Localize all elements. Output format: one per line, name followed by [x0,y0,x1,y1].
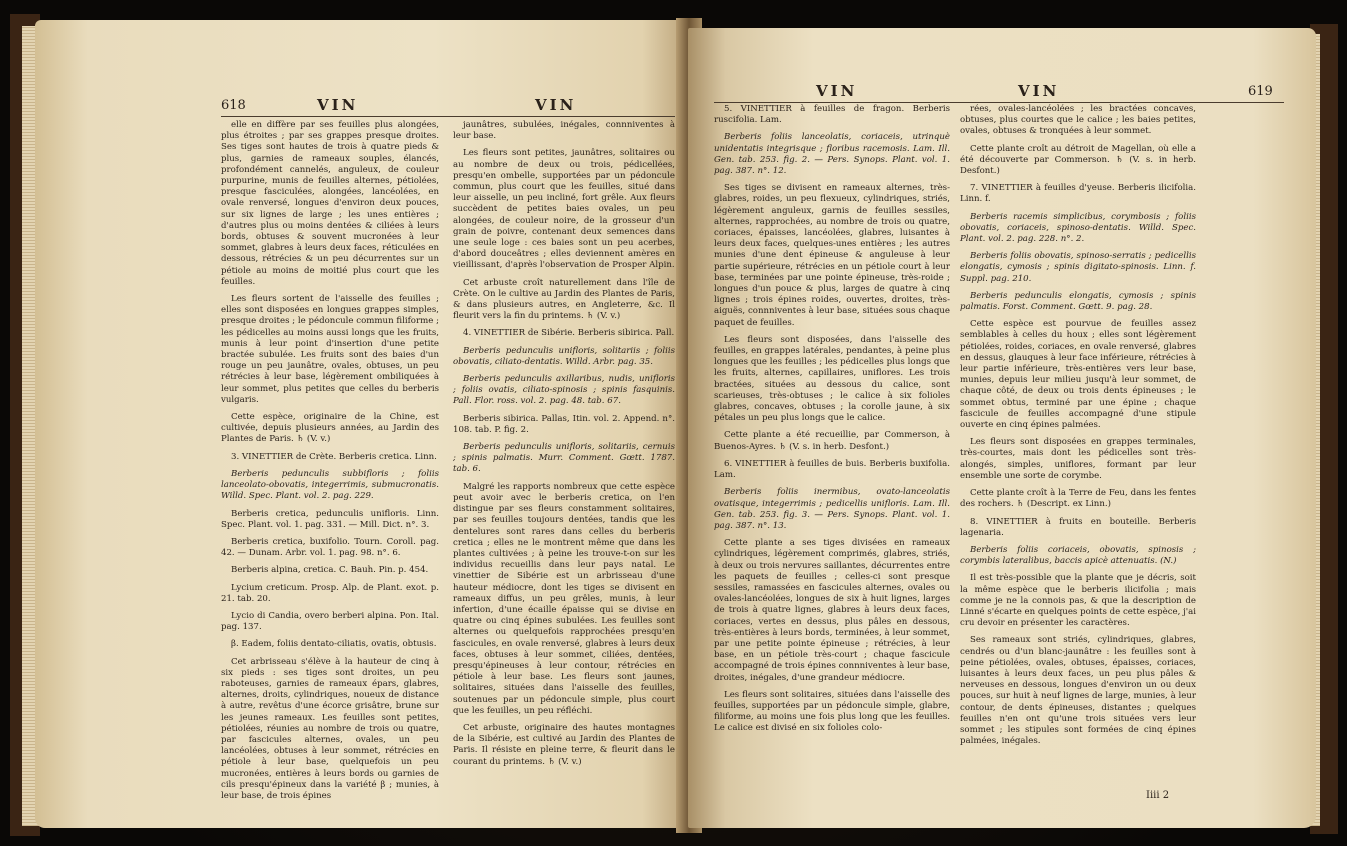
paragraph: Cet arbuste, originaire des hautes montagnes de la Sibérie, est cultivé au Jardin des Plantes de Paris. Il résiste en pleine terre, & fleurit dans le courant du printems. ♄ (V. v.) [453,722,675,767]
paragraph: Ses rameaux sont striés, cylindriques, glabres, cendrés ou d'un blanc-jaunâtre : les feuilles sont à peine pétiolées, ovales, obtuses, épaisses, coriaces, luisantes à leurs deux faces, un peu plus pâles & nerveuses en dessous, longues d'environ un ou deux pouces, sur huit à neuf lignes de large, munies, à leur contour, de dents épineuses, distantes ; quelques feuilles n'en ont qu'une trois situées vers leur sommet ; les stipules sont formées de cinq épines palmées, inégales. [960,635,1196,747]
paragraph: elle en diffère par ses feuilles plus alongées, plus étroites ; par ses grappes presque droites. Ses tiges sont hautes de trois à quatre pieds & plus, garnies de rameaux souples, élancés, profondément cannelés, anguleux, de couleur purpurine, munis de feuilles alternes, pétiolées, presque fasciculées, alongées, lancéolées, en ovale renversé, longues d'environ deux pouces, sur six lignes de large ; les unes entières ; d'autres plus ou moins dentées & ciliées à leurs bords, obtuses & souvent mucronées à leur sommet, glabres à leurs deux faces, réticulées en dessous, rétrécies & un peu décurrentes sur un pétiole au moins de moitié plus court que les feuilles. [221,120,439,287]
page-number: 619 [1248,84,1273,99]
paragraph: Cette espèce, originaire de la Chine, est cultivée, depuis plusieurs années, au Jardin des Plantes de Paris. ♄ (V. v.) [221,412,439,445]
paragraph: Il est très-possible que la plante que je décris, soit la même espèce que le berberis ilicifolia ; mais comme je ne la connois pas, & que la description de Linné s'écarte en quelques points de cette espèce, j'ai cru devoir en présenter les caractères. [960,573,1196,629]
paragraph: 7. VINETTIER à feuilles d'yeuse. Berberis ilicifolia. Linn. f. [960,183,1196,205]
paragraph: Cette plante croît au détroit de Magellan, où elle a été découverte par Commerson. ♄ (V. s. in herb. Desfont.) [960,143,1196,177]
paragraph: Cette espèce est pourvue de feuilles assez semblables à celles du houx ; elles sont légèrement pétiolées, roides, coriaces, en ovale renversé, glabres en dessus, glauques à leur face inférieure, rétrécies à leur partie inférieure, très-entières vers leur base, munies, depuis leur milieu jusqu'à leur sommet, de chaque côté, de deux ou trois dents épineuses ; le sommet obtus, terminé par une épine ; chaque fascicule de feuilles accompagné d'une stipule ouverte en cinq épines palmées. [960,319,1196,431]
left-column-2 [453,120,675,810]
latin-diagnosis: Berberis foliis inermibus, ovato-lanceolatis ovatisque, integerrimis ; pedicellis unifloris. Lam. Ill. Gen. tab. 253. fig. 3. — Pers. Synops. Plant. vol. 1. pag. 387. n°. 13. [714,487,950,531]
paragraph: 3. VINETTIER de Crète. Berberis cretica. Linn. [231,451,437,462]
paragraph: Ses tiges se divisent en rameaux alternes, très-glabres, roides, un peu flexueux, cylindriques, striés, légèrement anguleux, garnis de feuilles sessiles, alternes, rapprochées, au nombre de trois ou quatre, coriaces, épaisses, lancéolées, glabres, luisantes à leurs deux faces, quelques-unes entières ; les autres munies d'une dent épineuse & anguleuse à leur partie supérieure, rétrécies en un pétiole court à leur base, terminées par une pointe épineuse, très-roide ; longues d'un pouce & plus, larges de quatre à cinq lignes ; trois épines roides, ouvertes, droites, très-aiguës, connniventes à leur base, situées sous chaque paquet de feuilles. [714,183,950,328]
latin-diagnosis: Berberis pedunculis unifloris, solitariis ; foliis obovatis, ciliato-dentatis. Willd. Arbr. pag. 35. [453,345,675,367]
latin-diagnosis: Berberis foliis lanceolatis, coriaceis, utrinquè unidentatis integrisque ; floribus racemosis. Lam. Ill. Gen. tab. 253. fig. 2. — Pers. Synops. Plant. vol. 1. pag. 387. n°. 12. [714,132,950,177]
right-page [688,28,1316,828]
paragraph: Berberis cretica, buxifolio. Tourn. Coroll. pag. 42. — Dunam. Arbr. vol. 1. pag. 98. n°. 6. [221,536,439,559]
running-head: VIN [317,96,359,114]
paragraph: Cette plante croît à la Terre de Feu, dans les fentes des rochers. ♄ (Descript. ex Linn.) [960,488,1196,510]
latin-diagnosis: Berberis pedunculis subbifloris ; foliis lanceolato-obovatis, integerrimis, submucronatis. Willd. Spec. Plant. vol. 2. pag. 229. [221,468,439,502]
left-column-1 [221,120,439,810]
left-page [35,20,695,828]
paragraph: Berberis alpina, cretica. C. Bauh. Pin. p. 454. [231,565,429,576]
paragraph: 4. VINETTIER de Sibérie. Berberis sibirica. Pall. [463,328,675,339]
latin-diagnosis: Berberis foliis coriaceis, obovatis, spinosis ; corymbis lateralibus, baccis apicè attenuatis. (N.) [960,544,1196,567]
running-head: VIN [535,96,577,114]
paragraph: Les fleurs sont solitaires, situées dans l'aisselle des feuilles, supportées par un pédoncule simple, glabre, filiforme, au moins une fois plus long que les feuilles. Le calice est divisé en six folioles colo- [714,689,950,734]
latin-diagnosis: Berberis foliis obovatis, spinoso-serratis ; pedicellis elongatis, cymosis ; spinis digitato-spinosis. Linn. f. Suppl. pag. 210. [960,251,1196,284]
paragraph: jaunâtres, subulées, inégales, connniventes à leur base. [453,120,675,142]
paragraph: Cet arbuste croît naturellement dans l'île de Crète. On le cultive au Jardin des Plantes de Paris, & dans plusieurs autres, en Angleterre, &c. Il fleurit vers la fin du printems. ♄ (V. v.) [453,277,675,322]
latin-diagnosis: Berberis pedunculis elongatis, cymosis ; spinis palmatis. Forst. Comment. Gœtt. 9. pag. 28. [960,290,1196,313]
paragraph: Les fleurs sont disposées en grappes terminales, très-courtes, mais dont les pédicelles sont très-alongés, simples, uniflores, formant par leur ensemble une sorte de corymbe. [960,437,1196,481]
paragraph: Cette plante a été recueillie, par Commerson, à Buenos-Ayres. ♄ (V. s. in herb. Desfont.) [714,430,950,452]
paragraph: Les fleurs sont petites, jaunâtres, solitaires ou au nombre de deux ou trois, pédicellées, presqu'en ombelle, supportées par un pédoncule commun, plus court que les feuilles, situé dans leur aisselle, un peu incliné, fort grêle. Aux fleurs succèdent de petites baies ovales, un peu alongées, de couleur noire, de la grosseur d'un grain de poivre, contenant deux semences dans une seule loge : ces baies sont un peu acerbes, d'abord douceâtres ; elles deviennent amères en vieillissant, d'après l'observation de Prosper Alpin. [453,148,675,271]
latin-diagnosis: Berberis pedunculis axillaribus, nudis, unifloris ; foliis ovatis, ciliato-spinosis ; spinis fasquinis. Pall. Flor. ross. vol. 2. pag. 48. tab. 67. [453,374,675,407]
paragraph: 8. VINETTIER à fruits en bouteille. Berberis lagenaria. [960,516,1196,538]
paragraph: Berberis cretica, pedunculis unifloris. Linn. Spec. Plant. vol. 1. pag. 331. — Mill. Dict. n°. 3. [221,508,439,530]
header-rule [221,116,675,117]
paragraph: Cette plante a ses tiges divisées en rameaux cylindriques, légèrement comprimés, glabres, striés, à deux ou trois nervures saillantes, décurrentes entre les paquets de feuilles ; celles-ci sont presque sessiles, ramassées en fascicules alternes, ovales ou ovales-lancéolées, longues de six à huit lignes, larges de trois à quatre lignes, glabres à leurs deux faces, coriaces, vertes en dessus, plus pâles en dessous, très-entières à leurs bords, terminées, à leur sommet, par une petite pointe épineuse ; rétrécies, à leur base, en un pétiole très-court ; chaque fascicule accompagné de trois épines connniventes à leur base, droites, inégales, d'une grandeur médiocre. [714,538,951,683]
header-rule [714,102,1284,103]
paragraph: Les fleurs sortent de l'aisselle des feuilles ; elles sont disposées en longues grappes simples, presque droites ; le pédoncule commun filiforme ; les pédicelles au moins aussi longs que les fruits, munis à leur point d'insertion d'une petite bractée subulée. Les fruits sont des baies d'un rouge un peu jaunâtre, ovales, obtuses, un peu rétrécies à leur base, légèrement ombiliquées à leur sommet, plus petites que celles du berberis vulgaris. [221,294,439,405]
running-head: VIN [1018,82,1060,100]
running-head: VIN [816,82,858,100]
paragraph: Les fleurs sont disposées, dans l'aisselle des feuilles, en grappes latérales, pendantes, à peine plus longues que les feuilles ; les pédicelles plus longs que les fruits, alternes, capillaires, uniflores. Les trois bractées, situées au dessous du calice, sont scarieuses, très-obtuses ; le calice à six folioles glabres, concaves, obtuses ; la corolle jaune, à six pétales un peu plus longs que le calice. [714,334,950,424]
paragraph: Malgré les rapports nombreux que cette espèce peut avoir avec le berberis cretica, on l'en distingue par ses fleurs constamment solitaires, par ses feuilles toujours dentées, tandis que les dentelures sont rares dans celles du berberis cretica ; elles ne le montrent même que dans les plantes cultivées ; à peine les trouve-t-on sur les individus recueillis dans leur pays natal. Le vinettier de Sibérie est un arbrisseau d'une hauteur médiocre, dont les tiges se divisent en rameaux diffus, un peu grêles, munis, à leur infertion, d'une écaille épaisse qui se divise en quatre ou cinq épines subulées. Les feuilles sont alternes ou quelquefois rapprochées presqu'en fascicules, en ovale renversé, glabres à leurs deux faces, obtuses à leur sommet, ciliées, dentées, presqu'épineuses à leur contour, rétrécies en pétiole à leur base. Les fleurs sont jaunes, solitaires, situées dans l'aisselle des feuilles, soutenues par un pédoncule simple, plus court que les feuilles, un peu réfléchi. [453,481,675,716]
latin-diagnosis: Berberis pedunculis unifloris, solitariis, cernuis ; spinis palmatis. Murr. Comment. Gœtt. 1787. tab. 6. [453,442,675,475]
paragraph: Lycium creticum. Prosp. Alp. de Plant. exot. p. 21. tab. 20. [221,582,439,604]
paragraph: Lycio di Candia, overo berberi alpina. Pon. Ital. pag. 137. [221,610,439,633]
paragraph: 5. VINETTIER à feuilles de fragon. Berberis ruscifolia. Lam. [714,104,950,126]
paragraph: Berberis sibirica. Pallas, Itin. vol. 2. Append. n°. 108. tab. P. fig. 2. [453,413,675,435]
paragraph: Cet arbrisseau s'élève à la hauteur de cinq à six pieds : ses tiges sont droites, un peu raboteuses, garnies de rameaux épars, glabres, alternes, droits, cylindriques, noueux de distance à autre, revêtus d'une écorce grisâtre, brune sur les jeunes rameaux. Les feuilles sont petites, pétiolées, réunies au nombre de trois ou quatre, par fascicules alternes, ovales, un peu lancéolées, obtuses à leur sommet, rétrécies en pétiole à leur base, quelquefois un peu mucronées, entières à leurs bords ou garnies de cils presqu'épineux dans la variété β ; munies, à leur base, de trois épines [221,656,439,801]
paragraph: 6. VINETTIER à feuilles de buis. Berberis buxifolia. Lam. [714,458,950,481]
page-number: 618 [221,98,246,113]
paragraph: β. Eadem, foliis dentato-ciliatis, ovatis, obtusis. [231,639,437,650]
signature-mark: Iiii 2 [1146,790,1170,801]
paragraph: rées, ovales-lancéolées ; les bractées concaves, obtuses, plus courtes que le calice ; les baies petites, ovales, obtuses & tronquées à leur sommet. [960,104,1196,137]
latin-diagnosis: Berberis racemis simplicibus, corymbosis ; foliis obovatis, coriaceis, spinoso-dentatis. Willd. Spec. Plant. vol. 2. pag. 228. n°. 2. [960,211,1196,245]
right-column-2 [960,104,1196,788]
right-column-1 [714,104,950,804]
